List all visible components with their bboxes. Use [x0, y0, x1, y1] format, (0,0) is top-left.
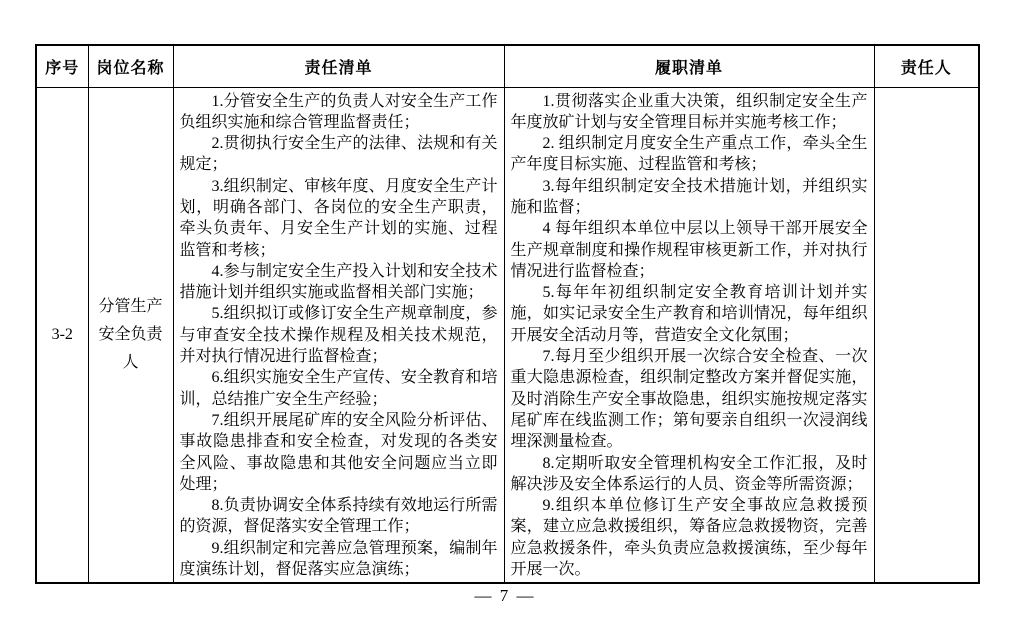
list-item: 5.每年年初组织制定安全教育培训计划并实施，如实记录安全生产教育和培训情况，每年组织开展安全活动月等，营造安全文化氛围； [510, 284, 868, 344]
page-number: — 7 — [474, 586, 536, 605]
header-responsible-person: 责任人 [874, 45, 979, 87]
table-row [36, 87, 979, 583]
list-item: 9.组织本单位修订生产安全事故应急救援预案，建立应急救援组织，筹备应急救援物资，完善应急救援条件，牵头负责应急救援演练，至少每年开展一次。 [510, 497, 868, 579]
header-duty-list: 履职清单 [504, 45, 874, 87]
list-item: 4.参与制定安全生产投入计划和安全技术措施计划并组织实施或监督相关部门实施； [179, 262, 498, 302]
list-item: 8.负责协调安全体系持续有效地运行所需的资源，督促落实安全管理工作； [179, 497, 498, 536]
list-item: 1.分管安全生产的负责人对安全生产工作负组织实施和综合管理监督责任； [179, 92, 498, 131]
header-position-name: 岗位名称 [88, 45, 173, 87]
cell-responsibility-list [173, 87, 504, 583]
cell-position-name: 分管生产安全负责人 [88, 87, 173, 583]
list-item: 4 每年组织本单位中层以上领导干部开展安全生产规章制度和操作规程审核更新工作，并对执行情况进行监督检查； [510, 220, 868, 280]
cell-duty-list [504, 87, 874, 583]
list-item: 7.组织开展尾矿库的安全风险分析评估、事故隐患排查和安全检查，对发现的各类安全风险、事故隐患和其他安全问题应当立即处理； [179, 411, 498, 493]
list-item: 3.组织制定、审核年度、月度安全生产计划，明确各部门、各岗位的安全生产职责，牵头负责年、月安全生产计划的实施、过程监管和考核； [179, 177, 498, 259]
list-item: 5.组织拟订或修订安全生产规章制度，参与审查安全技术操作规程及相关技术规范，并对执行情况进行监督检查； [179, 305, 498, 366]
responsibility-table [35, 44, 980, 584]
list-item: 7.每月至少组织开展一次综合安全检查、一次重大隐患源检查，组织制定整改方案并督促实施，及时消除生产安全事故隐患，组织实施按规定落实尾矿库在线监测工作；第旬要亲自组织一次浸润线埋深测量检查。 [510, 348, 868, 451]
cell-responsible-person [874, 87, 979, 583]
list-item: 1.贯彻落实企业重大决策，组织制定安全生产年度放矿计划与安全管理目标并实施考核工作； [510, 92, 868, 131]
header-serial-number: 序号 [36, 45, 88, 87]
list-item: 2. 组织制定月度安全生产重点工作，牵头全生产年度目标实施、过程监管和考核； [510, 135, 868, 174]
list-item: 6.组织实施安全生产宣传、安全教育和培训，总结推广安全生产经验； [179, 369, 498, 408]
list-item: 8.定期听取安全管理机构安全工作汇报，及时解决涉及安全体系运行的人员、资金等所需资源； [510, 454, 868, 493]
list-item: 3.每年组织制定安全技术措施计划，并组织实施和监督； [510, 177, 868, 216]
list-item: 2.贯彻执行安全生产的法律、法规和有关规定； [179, 135, 498, 174]
list-item: 9.组织制定和完善应急管理预案，编制年度演练计划，督促落实应急演练； [179, 539, 498, 579]
header-responsibility-list: 责任清单 [173, 45, 504, 87]
header-row [36, 45, 979, 87]
cell-serial-number: 3-2 [36, 87, 88, 583]
